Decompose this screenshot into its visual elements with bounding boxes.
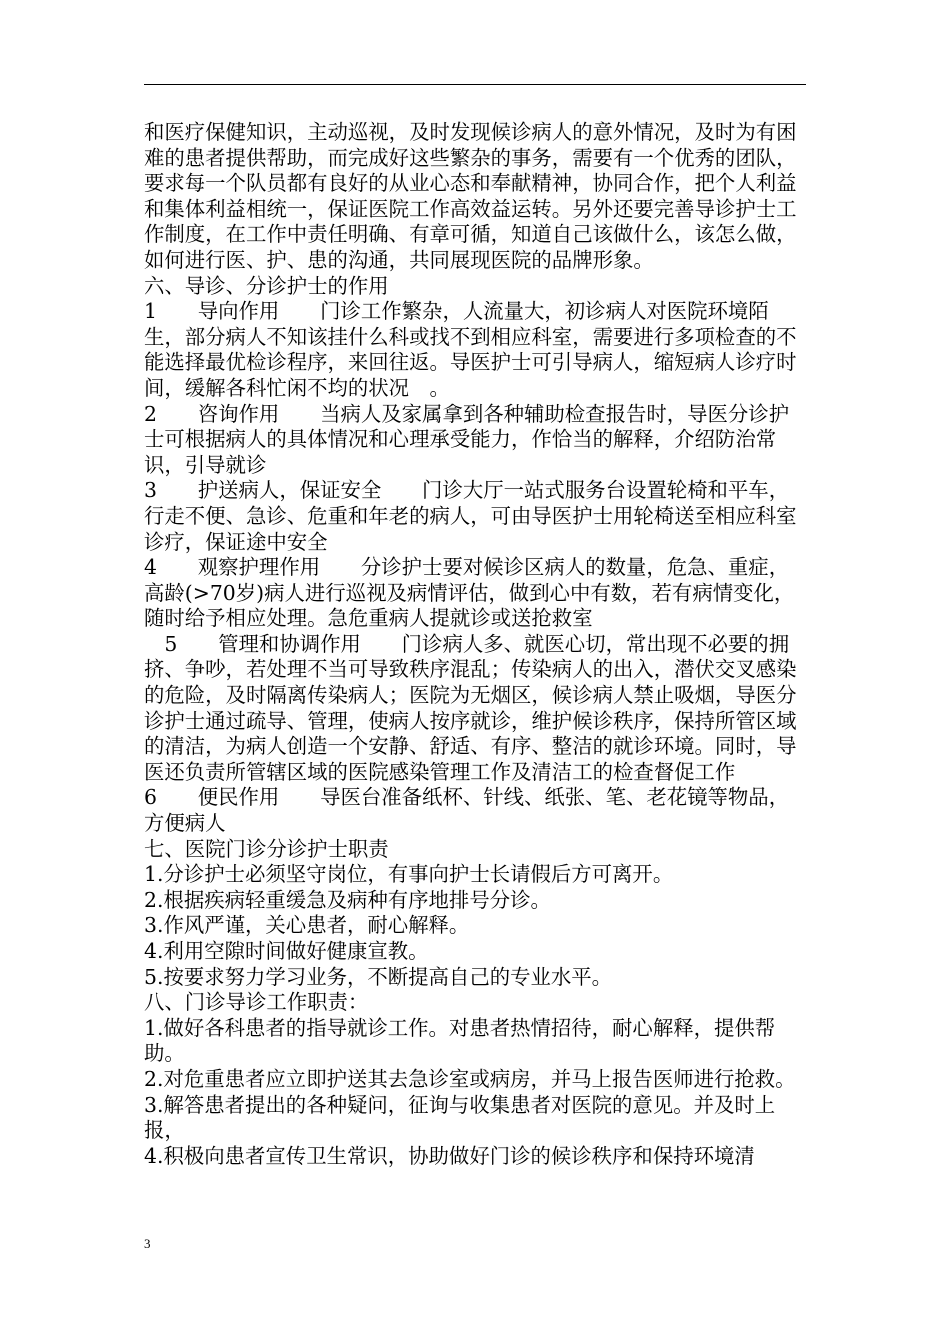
list-item-7-1: 1.分诊护士必须坚守岗位，有事向护士长请假后方可离开。 <box>144 862 674 887</box>
header-rule <box>144 84 806 85</box>
paragraph-6-4: 4 观察护理作用 分诊护士要对候诊区病人的数量，危急、重症，高龄(>70岁)病人进行巡视及病情评估，做到心中有数，若有病情变化，随时给予相应处理。急危重病人提就诊或送抢救室 <box>144 555 795 631</box>
paragraph-6-3: 3 护送病人，保证安全 门诊大厅一站式服务台设置轮椅和平车，行走不便、急诊、危重和年老的病人，可由导医护士用轮椅送至相应科室诊疗，保证途中安全 <box>144 478 797 554</box>
list-item-8-2: 2.对危重患者应立即护送其去急诊室或病房，并马上报告医师进行抢救。 <box>144 1066 796 1091</box>
paragraph-6-1: 1 导向作用 门诊工作繁杂，人流量大，初诊病人对医院环境陌生，部分病人不知该挂什么科或找不到相应科室，需要进行多项检查的不能选择最优检诊程序，来回往返。导医护士可引导病人，缩短病人诊疗时间，缓解各科忙闲不均的状况 。 <box>144 299 797 400</box>
list-item-8-1: 1.做好各科患者的指导就诊工作。对患者热情招待，耐心解释，提供帮助。 <box>144 1015 776 1066</box>
list-item-7-2: 2.根据疾病轻重缓急及病种有序地排号分诊。 <box>144 887 551 912</box>
paragraph-6-5: 5 管理和协调作用 门诊病人多、就医心切，常出现不必要的拥挤、争吵，若处理不当可导致秩序混乱；传染病人的出入，潜伏交叉感染的危险，及时隔离传染病人；医院为无烟区，候诊病人禁止吸烟，导医分诊护士通过疏导、管理，使病人按序就诊，维护候诊秩序，保持所管区域的清洁，为病人创造一个安静、舒适、有序、整洁的就诊环境。同时，导医还负责所管辖区域的医院感染管理工作及清洁工的检查督促工作 <box>144 631 797 784</box>
heading-section-6: 六、导诊、分诊护士的作用 <box>144 273 389 298</box>
page-number: 3 <box>144 1236 151 1251</box>
list-item-7-4: 4.利用空隙时间做好健康宣教。 <box>144 939 429 963</box>
list-item-7-3: 3.作风严谨，关心患者，耐心解释。 <box>144 913 470 938</box>
list-item-7-5: 5.按要求努力学习业务，不断提高自己的专业水平。 <box>144 964 613 989</box>
document-body <box>144 120 806 1169</box>
paragraph-6-2: 2 咨询作用 当病人及家属拿到各种辅助检查报告时，导医分诊护士可根据病人的具体情况和心理承受能力，作恰当的解释，介绍防治常识，引导就诊 <box>144 401 790 477</box>
heading-section-8: 八、门诊导诊工作职责： <box>144 990 369 1015</box>
list-item-8-3: 3.解答患者提出的各种疑问，征询与收集患者对医院的意见。并及时上报， <box>144 1092 776 1143</box>
list-item-8-4: 4.积极向患者宣传卫生常识，协助做好门诊的候诊秩序和保持环境清 <box>144 1143 755 1168</box>
paragraph-intro: 和医疗保健知识，主动巡视，及时发现候诊病人的意外情况，及时为有困难的患者提供帮助，而完成好这些繁杂的事务，需要有一个优秀的团队，要求每一个队员都有良好的从业心态和奉献精神，协同合作，把个人利益和集体利益相统一，保证医院工作高效益运转。另外还要完善导诊护士工作制度，在工作中责任明确、有章可循，知道自己该做什么，该怎么做，如何进行医、护、患的沟通，共同展现医院的品牌形象。 <box>144 120 797 272</box>
heading-section-7: 七、医院门诊分诊护士职责 <box>144 836 389 861</box>
paragraph-6-6: 6 便民作用 导医台准备纸杯、针线、纸张、笔、老花镜等物品，方便病人 <box>144 785 790 836</box>
